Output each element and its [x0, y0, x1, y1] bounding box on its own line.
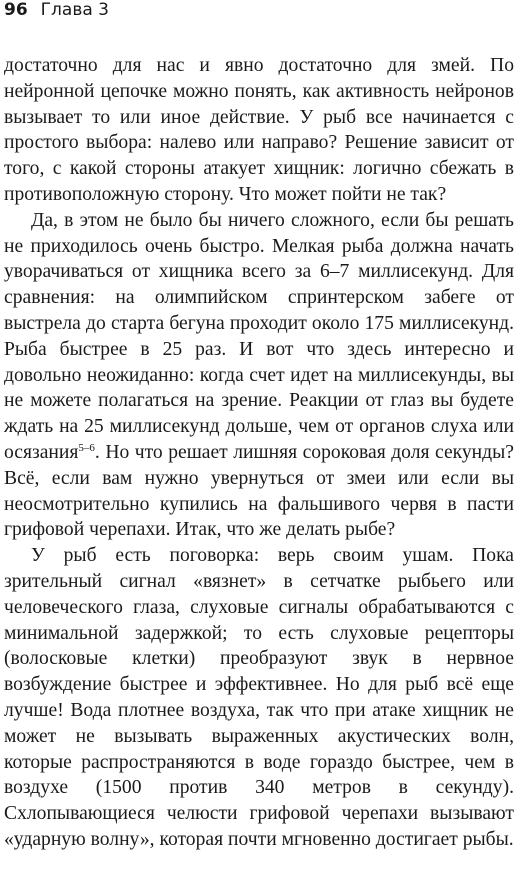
footnote-reference: 5–6 [78, 441, 95, 454]
paragraph-2-text-end: . Но что решает лишняя сороковая доля секунды? Всё, если вам нужно увернуться от змеи или если вы неосмотрительно купились на фальшивого червя в пасти грифовой черепахи. Итак, что же делать рыбе? [4, 441, 514, 541]
paragraph-1: достаточно для нас и явно достаточно для змей. По нейронной цепочке можно понять, как активность нейронов вызывает то или иное действие. У рыб все начинается с простого выбора: налево или направо? Решение зависит от того, с какой стороны атакует хищник: логично сбежать в противоположную сторону. Что может пойти не так? [4, 55, 514, 205]
paragraph-2 [4, 208, 514, 543]
paragraph-2-text-start: Да, в этом не было бы ничего сложного, если бы решать не приходилось очень быстро. Мелкая рыба должна начать уворачиваться от хищника всего за 6–7 миллисекунд. Для сравнения: на олимпийском спринтерском забеге от выстрела до старта бегуна проходит около 175 миллисекунд. Рыба быстрее в 25 раз. И вот что здесь интересно и довольно неожиданно: когда счет идет на миллисекунды, вы не можете полагаться на зрение. Реакции от глаз вы будете ждать на 25 миллисекунд дольше, чем от органов слуха или осязания [4, 209, 514, 463]
running-head [4, 0, 109, 22]
body-text [4, 53, 514, 853]
paragraph-3: У рыб есть поговорка: верь своим ушам. Пока зрительный сигнал «вязнет» в сетчатке рыбьего или человеческого глаза, слуховые сигналы обрабатываются с минимальной задержкой; то есть слуховые рецепторы (волосковые клетки) преобразуют звук в нервное возбуждение быстрее и эффективнее. Но для рыб всё еще лучше! Вода плотнее воздуха, так что при атаке хищник не может не вызывать выраженных акустических волн, которые распространяются в воде гораздо быстрее, чем в воздухе (1500 против 340 метров в секунду). Схлопывающиеся челюсти грифовой черепахи вызывают «ударную волну», которая почти мгновенно достигает рыбы. [4, 545, 514, 850]
chapter-title: Глава 3 [40, 0, 109, 20]
page-number: 96 [4, 0, 28, 20]
